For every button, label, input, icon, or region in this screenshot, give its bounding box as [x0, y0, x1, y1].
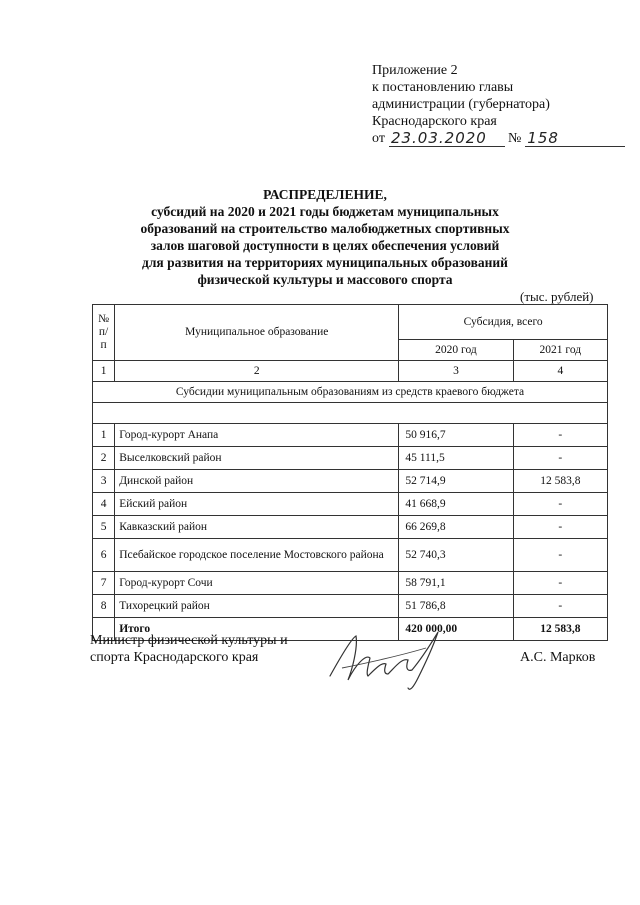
header-2020: 2020 год	[399, 340, 513, 361]
header-num: № п/п	[93, 305, 115, 361]
appendix-block	[372, 62, 625, 147]
title-line-5: физической культуры и массового спорта	[197, 272, 453, 287]
row-2020: 41 668,9	[399, 493, 513, 516]
appendix-line-3: администрации (губернатора)	[372, 97, 550, 112]
subsidy-table	[92, 304, 608, 641]
row-number: 3	[93, 470, 115, 493]
table-row	[93, 470, 608, 493]
row-2020: 52 714,9	[399, 470, 513, 493]
row-2021: -	[513, 516, 607, 539]
row-2021: 12 583,8	[513, 470, 607, 493]
title-line-1: субсидий на 2020 и 2021 годы бюджетам муниципальных	[151, 204, 499, 219]
row-number: 5	[93, 516, 115, 539]
row-2021: -	[513, 447, 607, 470]
date-prefix: от	[372, 131, 385, 146]
section-title: Субсидии муниципальным образованиям из средств краевого бюджета	[93, 382, 608, 403]
row-2021: -	[513, 424, 607, 447]
total-2021: 12 583,8	[513, 618, 607, 641]
header-name: Муниципальное образование	[115, 305, 399, 361]
row-2020: 58 791,1	[399, 572, 513, 595]
row-2021: -	[513, 539, 607, 572]
row-name: Город-курорт Сочи	[115, 572, 399, 595]
index-cell: 1	[93, 361, 115, 382]
spacer-cell	[93, 403, 608, 424]
signatory-name: А.С. Марков	[520, 650, 596, 665]
row-name: Город-курорт Анапа	[115, 424, 399, 447]
row-name: Ейский район	[115, 493, 399, 516]
row-2020: 52 740,3	[399, 539, 513, 572]
number-prefix: №	[507, 131, 522, 146]
row-name: Кавказский район	[115, 516, 399, 539]
row-2021: -	[513, 493, 607, 516]
title-line-2: образований на строительство малобюджетных спортивных	[140, 221, 510, 236]
row-number: 6	[93, 539, 115, 572]
row-number: 7	[93, 572, 115, 595]
row-2020: 51 786,8	[399, 595, 513, 618]
total-2020: 420 000,00	[399, 618, 513, 641]
signature-stroke	[330, 632, 438, 689]
handwritten-number: 158	[525, 131, 625, 147]
table-row	[93, 539, 608, 572]
row-number: 2	[93, 447, 115, 470]
document-title	[90, 186, 560, 288]
table-row	[93, 516, 608, 539]
row-name: Динской район	[115, 470, 399, 493]
header-row-1	[93, 305, 608, 340]
row-2021: -	[513, 572, 607, 595]
row-number: 1	[93, 424, 115, 447]
row-2021: -	[513, 595, 607, 618]
handwritten-signature	[322, 618, 452, 698]
title-line-3: залов шаговой доступности в целях обеспечения условий	[150, 238, 500, 253]
appendix-line-2: к постановлению главы	[372, 80, 514, 95]
title-line-4: для развития на территориях муниципальных образований	[142, 255, 508, 270]
table-row	[93, 595, 608, 618]
row-2020: 66 269,8	[399, 516, 513, 539]
appendix-line-1: Приложение 2	[372, 63, 458, 78]
row-name: Тихорецкий район	[115, 595, 399, 618]
index-row	[93, 361, 608, 382]
appendix-line-4: Краснодарского края	[372, 114, 497, 129]
signatory-title-line-2: спорта Краснодарского края	[90, 650, 259, 665]
row-name: Выселковский район	[115, 447, 399, 470]
index-cell: 4	[513, 361, 607, 382]
row-number: 4	[93, 493, 115, 516]
signatory-title-line-1: Министр физической культуры и	[90, 633, 288, 648]
table-row	[93, 424, 608, 447]
header-2021: 2021 год	[513, 340, 607, 361]
row-2020: 45 111,5	[399, 447, 513, 470]
index-cell: 2	[115, 361, 399, 382]
row-2020: 50 916,7	[399, 424, 513, 447]
spacer-row	[93, 403, 608, 424]
index-cell: 3	[399, 361, 513, 382]
row-name: Псебайское городское поселение Мостовского района	[115, 539, 399, 572]
row-number: 8	[93, 595, 115, 618]
table-row	[93, 447, 608, 470]
table-row	[93, 493, 608, 516]
table-row	[93, 572, 608, 595]
appendix-date-line	[372, 130, 625, 147]
handwritten-date: 23.03.2020	[389, 131, 505, 147]
section-row	[93, 382, 608, 403]
signatory-title	[90, 632, 288, 666]
total-label: Итого	[115, 618, 399, 641]
title-heading: РАСПРЕДЕЛЕНИЕ,	[263, 187, 387, 202]
units-label: (тыс. рублей)	[520, 289, 594, 304]
header-subsidy: Субсидия, всего	[399, 305, 608, 340]
